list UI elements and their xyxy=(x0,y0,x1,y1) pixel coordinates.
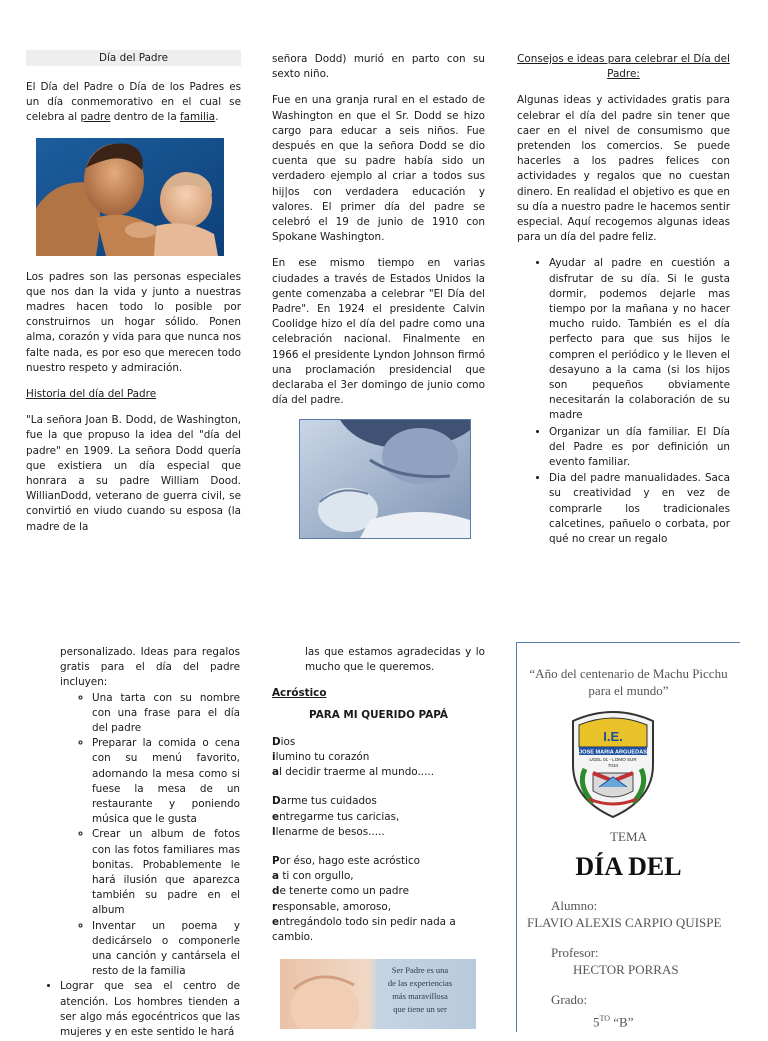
grado-label: Grado: xyxy=(551,992,588,1007)
ideas-list xyxy=(517,256,730,547)
baby-quote-image xyxy=(280,959,476,1029)
attention-list xyxy=(26,979,240,1040)
poem-line xyxy=(272,765,485,780)
article-title: Día del Padre xyxy=(26,50,241,66)
list-item: • Lograr que sea el centro de atención. Los hombres tienden a ser algo más egocéntricos que las mujeres y en este sentido le hará xyxy=(60,979,240,1040)
poem-stanza xyxy=(272,854,485,945)
acrostic-letter: e xyxy=(272,810,280,823)
ideas-paragraph: Algunas ideas y actividades gratis para celebrar el día del padre sin tener que caer en el nivel de consumismo que pretenden los comercios. Se puede hacerles a los padres felices con actividades y regalos que no cuestan dinero. En realidad el objetivo es que en su día a nuestro padre le hacemos sentir especial. Aquí recogemos algunas ideas para un día del padre feliz. xyxy=(517,94,730,244)
history-paragraph: "La señora Joan B. Dodd, de Washington, fue la que propuso la idea del "día del padre" en 1909. La señora Dodd quería que existiera un día especial que honrara a su padre William Dood. WillianDodd, veterano de guerra civil, se convirtió en viudo cuando su esposa (la madre de la xyxy=(26,414,241,533)
quote-line: que tiene un ser xyxy=(393,1004,447,1015)
poem-line xyxy=(272,900,485,915)
profesor-label: Profesor: xyxy=(551,945,599,960)
poem-line xyxy=(272,735,485,750)
poem-line xyxy=(272,794,485,809)
school-crest-logo xyxy=(563,707,663,819)
gift-ideas-list xyxy=(58,691,240,980)
acrostic-letter: D xyxy=(272,795,281,808)
acrostic-letter: d xyxy=(272,885,280,898)
poem-line-text: arme tus cuidados xyxy=(280,795,377,808)
history-heading: Historia del día del Padre xyxy=(26,388,157,401)
year-motto-line-2: para el mundo” xyxy=(588,683,669,698)
poem-line xyxy=(272,930,485,945)
list-item: ◦ Inventar un poema y dedicárselo o componerle una canción y cantársela el resto de la familia xyxy=(92,919,240,980)
poem-line xyxy=(272,854,485,869)
poem-line xyxy=(272,869,485,884)
history-continued-2: Fue en una granja rural en el estado de Washington en que el Sr. Dodd se hizo cargo para educar a seis niños. Fue después en que la señora Dodd se dio cuenta que su padre había sido un verdadero ejemplo al criar a todos sus hij|os con verdadera educación y valores. El primer día del padre se celebró el 19 de junio de 1910 con Spokane Washington. xyxy=(272,94,485,244)
quote-line: Ser Padre es una xyxy=(391,965,449,976)
history-continued-1: señora Dodd) murió en parto con su sexto niño. xyxy=(272,53,485,81)
tema-label: TEMA xyxy=(610,829,647,844)
acrostic-heading: Acróstico xyxy=(272,687,327,700)
acrostic-letter: e xyxy=(272,915,280,928)
grado-section: “B” xyxy=(613,1014,634,1030)
acrostic-poem xyxy=(272,735,485,945)
poem-stanza xyxy=(272,735,485,781)
list-item: ◦ Preparar la comida o cena con su menú favorito, adornando la mesa como si fuese la mesa de un restaurante y poniendo música que le gusta xyxy=(92,736,240,827)
ideas-heading: Consejos e ideas para celebrar el Día del Padre: xyxy=(517,53,730,81)
poem-line-text: ios xyxy=(280,735,296,748)
acrostic-letter: i xyxy=(272,751,276,764)
column-4 xyxy=(60,645,240,1041)
acrostic-letter: a xyxy=(272,766,280,779)
acrostic-letter: a xyxy=(272,870,280,883)
grado-superscript: TO xyxy=(599,1014,611,1023)
crest-ie-text: I.E. xyxy=(603,729,623,744)
poem-line xyxy=(272,915,485,930)
poem-line-text: esponsable, amoroso, xyxy=(277,900,392,913)
poem-line-text: lumino tu corazón xyxy=(275,751,370,764)
list-item: • Ayudar al padre en cuestión a disfrutar de su día. Si le gusta dormir, podemos dejarle mas tiempo por la mañana y no hacer mucho ruido. También es el día perfecto para que sus hijos le compren el periódico y le lleven el desayuno a la cama (si los hijos son pequeños obviamente necesitarán la colaboración de su madre xyxy=(549,256,730,423)
poem-line-text: ntregándolo todo sin pedir nada a xyxy=(279,915,456,928)
intro-paragraph xyxy=(26,80,241,126)
list-item: • Organizar un día familiar. El Día del Padre es por definición un evento familiar. xyxy=(549,425,730,471)
cover-panel xyxy=(516,642,740,1032)
quote-line: de las experiencias xyxy=(387,978,453,989)
column-5 xyxy=(272,645,485,1029)
acrostic-letter: P xyxy=(272,855,280,868)
poem-line-text: ti con orgullo, xyxy=(279,870,354,883)
crest-ugel-text: UGEL 01 - LOMO SUR xyxy=(589,757,637,762)
column-3 xyxy=(517,52,730,548)
poem-line-text: ntregarme tus caricias, xyxy=(279,810,400,823)
poem-line xyxy=(272,884,485,899)
year-motto-line-1: “Año del centenario de Machu Picchu xyxy=(529,666,728,681)
list-item: ◦ Una tarta con su nombre con una frase para el día del padre xyxy=(92,691,240,737)
poem-stanza xyxy=(272,794,485,840)
intro-text: El Día del Padre o Día de los Padres es un día conmemorativo en el cual se celebra al xyxy=(26,81,241,124)
column-1 xyxy=(26,50,241,546)
acrostic-letter: l xyxy=(272,825,276,838)
padre-link[interactable]: padre xyxy=(80,111,111,124)
padres-paragraph: Los padres son las personas especiales que nos dan la vida y junto a nuestras madres hacen todo lo posible por construirnos un hogar sólido. Ponen alma, corazón y vida para que nunca nos falte nada, es por eso que merecen todo nuestro respeto y admiración. xyxy=(26,270,241,374)
year-motto xyxy=(517,665,740,699)
father-newborn-photo xyxy=(299,419,471,539)
alumno-label: Alumno: xyxy=(551,898,598,913)
poem-line xyxy=(272,810,485,825)
crest-number-text: 7034 xyxy=(607,763,619,768)
poem-line xyxy=(272,825,485,840)
poem-line-text: lenarme de besos..... xyxy=(275,825,385,838)
column-2 xyxy=(272,52,485,539)
grado-number: 5 xyxy=(593,1014,600,1030)
list-item: ◦ Crear un album de fotos con las fotos familiares mas bonitas. Probablemente le hará ilusión que aparezca también su padre en el album xyxy=(92,827,240,918)
history-continued-3: En ese mismo tiempo en varias ciudades a través de Estados Unidos la gente comenzaba a celebrar "El Día del Padre". En 1924 el presidente Calvin Coolidge hizo el día del padre como una celebración nacional. Finalmente en 1966 el presidente Lyndon Johnson firmó una proclamación presidencial que declaraba el 3er domingo de junio como día del padre. xyxy=(272,257,485,407)
acrostic-letter: D xyxy=(272,735,281,748)
grado-value xyxy=(593,1010,740,1030)
list-item: • Dia del padre manualidades. Saca su creatividad y en vez de comprarle los tradicionales calcetines, pañuelo o corbata, por qué no crear un regalo xyxy=(549,471,730,547)
gratitude-text: las que estamos agradecidas y lo mucho que le queremos. xyxy=(305,646,485,674)
father-baby-photo xyxy=(36,138,224,256)
familia-link[interactable]: familia xyxy=(180,111,216,124)
poem-line xyxy=(272,750,485,765)
crest-school-name: JOSE MARIA ARGUEDAS xyxy=(579,749,647,756)
profesor-name: HECTOR PORRAS xyxy=(573,962,679,977)
acrostic-letter: r xyxy=(272,900,278,913)
gift-ideas-intro: personalizado. Ideas para regalos gratis para el día del padre incluyen: xyxy=(60,646,240,689)
poem-line-text: cambio. xyxy=(272,931,314,944)
poem-line-text: l decidir traerme al mundo..... xyxy=(279,766,434,779)
intro-text-end: . xyxy=(215,111,219,124)
poem-line-text: or éso, hago este acróstico xyxy=(279,855,421,868)
poem-title: PARA MI QUERIDO PAPÁ xyxy=(309,708,448,721)
intro-text-mid: dentro de la xyxy=(110,111,180,124)
tema-title: DÍA DEL xyxy=(575,852,682,881)
quote-line: más maravillosa xyxy=(392,991,448,1002)
alumno-name: FLAVIO ALEXIS CARPIO QUISPE xyxy=(527,915,722,930)
poem-line-text: e tenerte como un padre xyxy=(279,885,409,898)
